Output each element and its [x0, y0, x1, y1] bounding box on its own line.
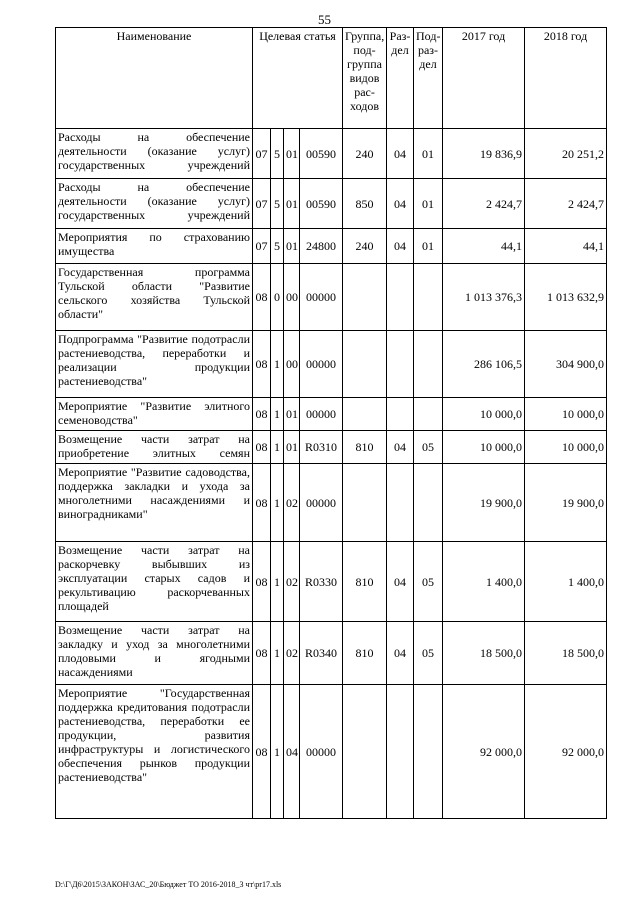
header-row: [56, 28, 607, 129]
target-program: 07: [253, 229, 271, 264]
expense-group: 240: [343, 229, 387, 264]
amount-2018: 304 900,0: [525, 331, 607, 398]
amount-2017: 286 106,5: [443, 331, 525, 398]
row-name: Подпрограмма "Развитие подотрасли растениеводства, переработки и реализации продукции растениеводства": [56, 331, 253, 398]
amount-2017: 44,1: [443, 229, 525, 264]
table-row: [56, 264, 607, 331]
amount-2018: 18 500,0: [525, 622, 607, 685]
target-subprogram: 1: [271, 331, 284, 398]
section: [387, 398, 414, 431]
target-event: 01: [284, 398, 300, 431]
page-number: 55: [318, 12, 331, 27]
target-subprogram: 5: [271, 229, 284, 264]
target-direction: R0340: [300, 622, 343, 685]
section: 04: [387, 431, 414, 464]
section: [387, 331, 414, 398]
subsection: 05: [414, 542, 443, 622]
target-event: 01: [284, 129, 300, 179]
expense-group: [343, 331, 387, 398]
row-name: Государственная программа Тульской области "Развитие сельского хозяйства Тульской области": [56, 264, 253, 331]
target-subprogram: 1: [271, 431, 284, 464]
header-section: Раз- дел: [387, 28, 414, 129]
amount-2017: 19 900,0: [443, 464, 525, 542]
target-program: 07: [253, 179, 271, 229]
table-row: [56, 464, 607, 542]
expense-group: [343, 398, 387, 431]
row-name: Расходы на обеспечение деятельности (оказание услуг) государственных учреждений: [56, 179, 253, 229]
target-event: 01: [284, 229, 300, 264]
target-program: 08: [253, 398, 271, 431]
expense-group: 850: [343, 179, 387, 229]
target-program: 08: [253, 431, 271, 464]
subsection: [414, 264, 443, 331]
target-event: 00: [284, 331, 300, 398]
header-year-2017: 2017 год: [443, 28, 525, 129]
amount-2017: 1 400,0: [443, 542, 525, 622]
expense-group: 810: [343, 542, 387, 622]
target-event: 00: [284, 264, 300, 331]
target-event: 01: [284, 431, 300, 464]
section: 04: [387, 622, 414, 685]
subsection: 05: [414, 431, 443, 464]
table-row: [56, 331, 607, 398]
section: [387, 264, 414, 331]
target-event: 04: [284, 685, 300, 819]
target-event: 01: [284, 179, 300, 229]
amount-2017: 2 424,7: [443, 179, 525, 229]
amount-2018: 92 000,0: [525, 685, 607, 819]
amount-2018: 2 424,7: [525, 179, 607, 229]
row-name: Мероприятие "Государственная поддержка кредитования подотрасли растениеводства, переработки ее продукции, развития инфраструктуры и логистического обеспечения рынков продукции растениеводства": [56, 685, 253, 819]
target-direction: 24800: [300, 229, 343, 264]
target-direction: 00000: [300, 685, 343, 819]
row-name: Мероприятие "Развитие элитного семеноводства": [56, 398, 253, 431]
amount-2017: 1 013 376,3: [443, 264, 525, 331]
amount-2017: 10 000,0: [443, 398, 525, 431]
table-row: [56, 622, 607, 685]
subsection: [414, 331, 443, 398]
target-direction: 00000: [300, 264, 343, 331]
amount-2018: 19 900,0: [525, 464, 607, 542]
table-row: [56, 229, 607, 264]
target-direction: 00000: [300, 398, 343, 431]
expense-group: [343, 464, 387, 542]
target-direction: 00590: [300, 129, 343, 179]
section: [387, 464, 414, 542]
amount-2017: 19 836,9: [443, 129, 525, 179]
section: 04: [387, 542, 414, 622]
target-subprogram: 1: [271, 542, 284, 622]
target-event: 02: [284, 464, 300, 542]
amount-2018: 1 013 632,9: [525, 264, 607, 331]
expense-group: 810: [343, 431, 387, 464]
amount-2018: 1 400,0: [525, 542, 607, 622]
table-row: [56, 129, 607, 179]
budget-table: [55, 27, 607, 819]
amount-2018: 10 000,0: [525, 431, 607, 464]
subsection: 05: [414, 622, 443, 685]
row-name: Возмещение части затрат на закладку и уход за многолетними плодовыми и ягодными насаждениями: [56, 622, 253, 685]
target-direction: R0330: [300, 542, 343, 622]
target-direction: 00000: [300, 331, 343, 398]
target-subprogram: 0: [271, 264, 284, 331]
target-subprogram: 1: [271, 464, 284, 542]
subsection: 01: [414, 229, 443, 264]
target-direction: R0310: [300, 431, 343, 464]
row-name: Возмещение части затрат на приобретение элитных семян: [56, 431, 253, 464]
target-subprogram: 5: [271, 129, 284, 179]
target-direction: 00000: [300, 464, 343, 542]
row-name: Возмещение части затрат на раскорчевку выбывших из эксплуатации старых садов и рекультивацию раскорчеванных площадей: [56, 542, 253, 622]
expense-group: [343, 685, 387, 819]
table-row: [56, 431, 607, 464]
subsection: [414, 398, 443, 431]
target-direction: 00590: [300, 179, 343, 229]
target-program: 08: [253, 542, 271, 622]
table-row: [56, 179, 607, 229]
target-program: 08: [253, 622, 271, 685]
subsection: [414, 464, 443, 542]
expense-group: [343, 264, 387, 331]
amount-2017: 10 000,0: [443, 431, 525, 464]
target-program: 08: [253, 264, 271, 331]
target-program: 08: [253, 331, 271, 398]
section: [387, 685, 414, 819]
row-name: Мероприятие "Развитие садоводства, поддержка закладки и ухода за многолетними насаждениями и виноградниками": [56, 464, 253, 542]
target-program: 07: [253, 129, 271, 179]
expense-group: 810: [343, 622, 387, 685]
amount-2018: 20 251,2: [525, 129, 607, 179]
amount-2017: 18 500,0: [443, 622, 525, 685]
row-name: Расходы на обеспечение деятельности (оказание услуг) государственных учреждений: [56, 129, 253, 179]
target-program: 08: [253, 685, 271, 819]
amount-2018: 44,1: [525, 229, 607, 264]
subsection: 01: [414, 129, 443, 179]
header-target-article: Целевая статья: [253, 28, 343, 129]
file-path-footer: D:\Г\Д6\2015\ЗАКОН\ЗАС_20\Бюджет ТО 2016-2018_3 чт\pr17.xls: [55, 880, 282, 889]
table-row: [56, 685, 607, 819]
target-event: 02: [284, 542, 300, 622]
subsection: [414, 685, 443, 819]
subsection: 01: [414, 179, 443, 229]
target-event: 02: [284, 622, 300, 685]
table-row: [56, 398, 607, 431]
section: 04: [387, 129, 414, 179]
target-program: 08: [253, 464, 271, 542]
expense-group: 240: [343, 129, 387, 179]
amount-2017: 92 000,0: [443, 685, 525, 819]
target-subprogram: 5: [271, 179, 284, 229]
target-subprogram: 1: [271, 685, 284, 819]
table-row: [56, 542, 607, 622]
section: 04: [387, 179, 414, 229]
target-subprogram: 1: [271, 622, 284, 685]
section: 04: [387, 229, 414, 264]
header-expense-group: Группа, под- группа видов рас- ходов: [343, 28, 387, 129]
amount-2018: 10 000,0: [525, 398, 607, 431]
header-subsection: Под- раз- дел: [414, 28, 443, 129]
row-name: Мероприятия по страхованию имущества: [56, 229, 253, 264]
header-year-2018: 2018 год: [525, 28, 607, 129]
target-subprogram: 1: [271, 398, 284, 431]
header-name: Наименование: [56, 28, 253, 129]
